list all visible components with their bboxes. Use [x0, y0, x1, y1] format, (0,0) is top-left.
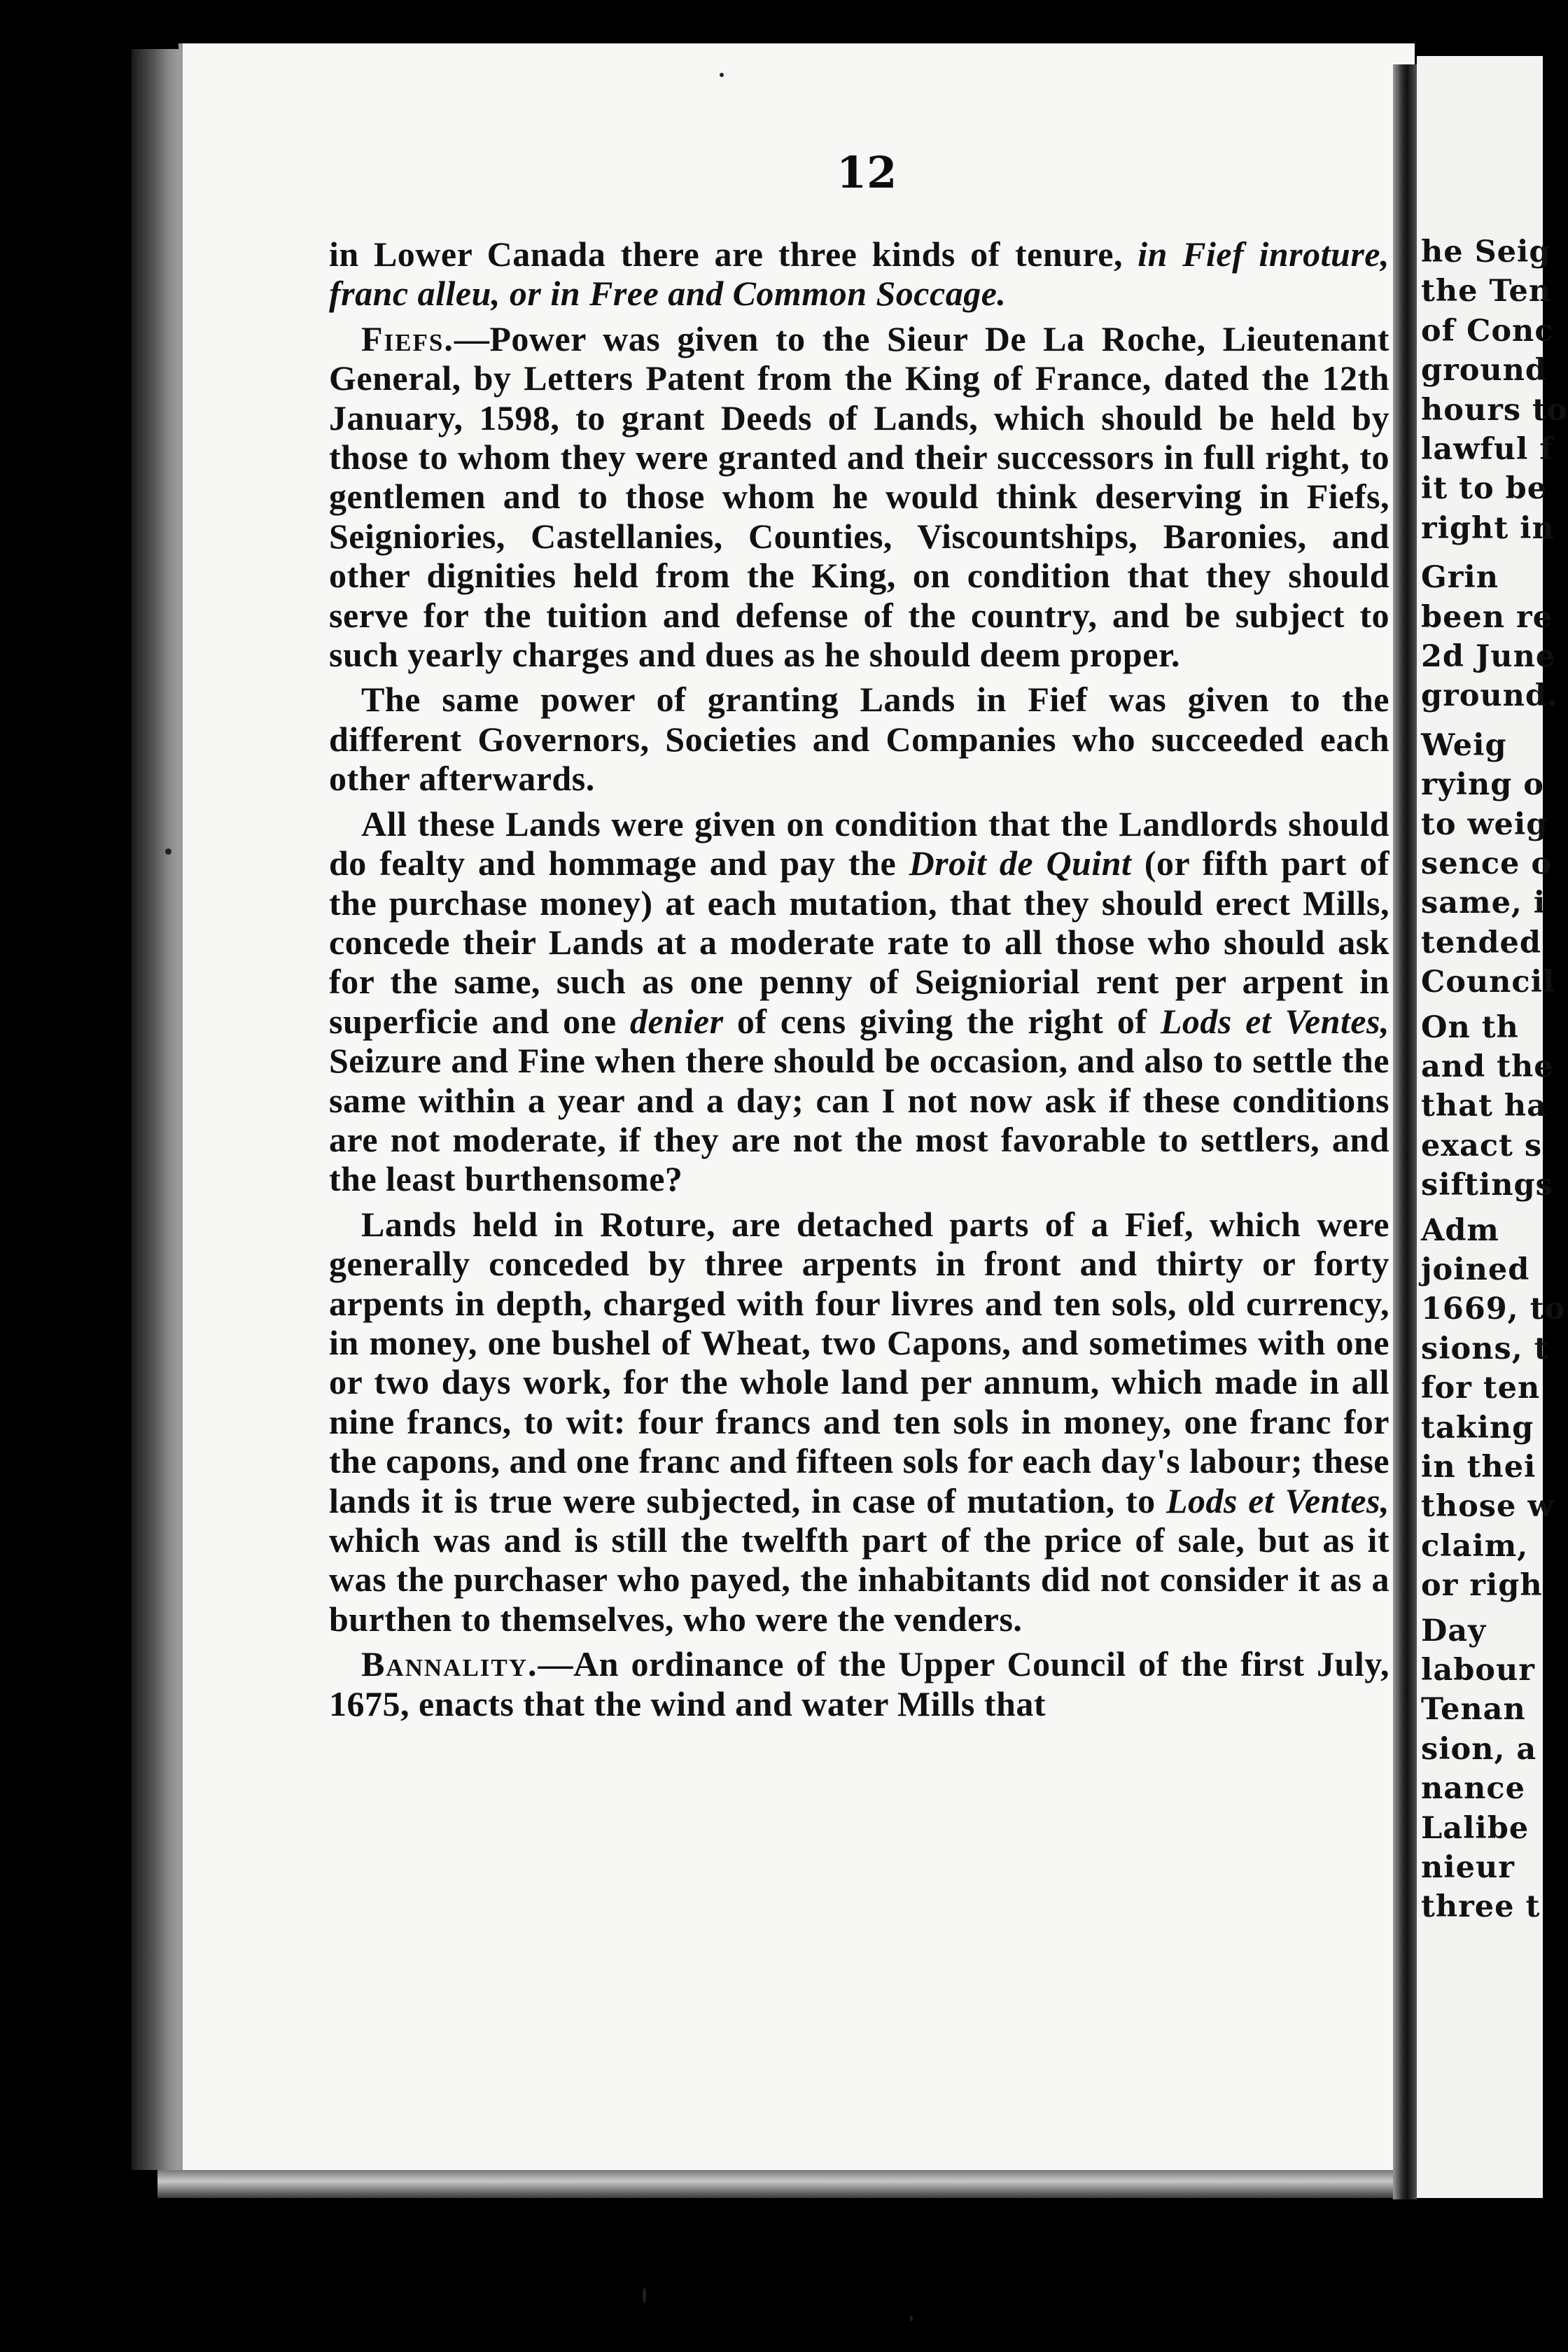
adjacent-page-line: sions, t	[1421, 1331, 1549, 1366]
paragraph	[329, 1644, 1390, 1723]
adjacent-page-line: right in	[1421, 510, 1555, 546]
italic-text: Lods et Ventes,	[1166, 1480, 1390, 1520]
adjacent-page-line: and the	[1421, 1049, 1554, 1084]
adjacent-page-line: lawful f	[1421, 432, 1553, 467]
adjacent-page-line: Adm	[1421, 1212, 1499, 1248]
body-text: All these Lands were given on condition that the Landlords should do fealty and hommage and pay the	[329, 804, 1390, 883]
adjacent-page-line: Weig	[1421, 727, 1507, 763]
adjacent-page-line: taking	[1421, 1410, 1534, 1446]
adjacent-page-line: On th	[1421, 1009, 1519, 1045]
body-text: Seizure and Fine when there should be occasion, and also to settle the same within a year and a day; can I not now ask if these conditions are not moderate, if they are not the most favorable to settlers, and the least burthensome?	[329, 1041, 1390, 1199]
section-heading: Bannality.	[361, 1644, 538, 1684]
adjacent-page-line: Council	[1421, 965, 1555, 1000]
scan-speck	[720, 73, 724, 77]
adjacent-page-line: he Seig	[1421, 234, 1551, 270]
book-gutter	[1393, 64, 1417, 2199]
body-text	[500, 274, 510, 313]
adjacent-page-line: to weig	[1421, 806, 1548, 842]
adjacent-page-line: it to be	[1421, 471, 1548, 507]
adjacent-page-line: sion, a	[1421, 1731, 1537, 1767]
page-text	[329, 234, 1390, 1729]
adjacent-page-line: of Conc	[1421, 313, 1554, 349]
body-text: Lands held in Roture, are detached parts of a Fief, which were generally conceded by three arpents in front and thirty or forty arpents in depth, charged with four livres and ten sols, old currency, in money, one bushel of Wheat, two Capons, and sometimes with one or two days work, for the whole land per annum, which made in all nine francs, to wit: four francs and ten sols in money, one franc for the capons, and one franc and fifteen sols for each day's labour; these lands it is true were subjected, in case of mutation, to	[329, 1204, 1390, 1520]
italic-text: Droit de Quint	[909, 844, 1132, 883]
scan-speck	[910, 2316, 913, 2321]
adjacent-page-line: those w	[1421, 1489, 1555, 1525]
adjacent-page-line: siftings	[1421, 1168, 1553, 1203]
adjacent-page-line: for ten	[1421, 1371, 1541, 1406]
paragraph	[329, 1205, 1390, 1639]
adjacent-page-line: Grin	[1421, 560, 1499, 596]
body-text: in Lower Canada there are three kinds of tenure,	[329, 234, 1138, 274]
adjacent-page-line: labour	[1421, 1653, 1535, 1688]
scan-speck	[643, 2288, 646, 2303]
adjacent-page-line: exact s	[1421, 1128, 1543, 1163]
adjacent-page-line: Tenan	[1421, 1692, 1526, 1728]
body-text: of cens giving the right of	[723, 1001, 1161, 1041]
adjacent-page-line: 2d June	[1421, 639, 1556, 674]
adjacent-page-line: the Ten	[1421, 274, 1552, 309]
adjacent-page-line: 1669, to	[1421, 1292, 1566, 1327]
body-text: which was and is still the twelfth part of the price of sale, but as it was the purchaser who payed, the inhabitants did not consider it as a burthen to themselves, who were the venders.	[329, 1520, 1390, 1639]
adjacent-page-line: Day	[1421, 1613, 1487, 1648]
page-number: 12	[836, 147, 897, 198]
adjacent-page-line: joined	[1421, 1252, 1530, 1287]
italic-text: denier	[630, 1001, 724, 1041]
adjacent-page-line: nance	[1421, 1771, 1525, 1807]
scan-speck	[165, 848, 172, 855]
paragraph	[329, 680, 1390, 798]
body-text: (or fifth part of the purchase money) at each mutation, that they should erect Mills, concede their Lands at a moderate rate to all those who should ask for the same, such as one penny of Seigniorial rent per arpent in superficie and one	[329, 844, 1390, 1041]
page-bottom-edge	[158, 2170, 1410, 2198]
paragraph	[329, 804, 1390, 1199]
italic-text: or in Free and Common Soccage.	[509, 274, 1007, 314]
italic-text: Lods et Ventes,	[1160, 1001, 1390, 1041]
adjacent-page-line: rying o	[1421, 767, 1544, 803]
adjacent-page-line: ground.	[1421, 678, 1558, 714]
paragraph	[329, 319, 1390, 675]
italic-text: in Fief inroture, franc alleu,	[329, 234, 1390, 314]
adjacent-page-line: same, i	[1421, 886, 1546, 921]
adjacent-page-line: been re	[1421, 599, 1553, 635]
adjacent-page-line: nieur	[1421, 1850, 1515, 1885]
adjacent-page	[1417, 56, 1568, 2198]
adjacent-page-line: sence o	[1421, 846, 1553, 881]
adjacent-page-line: tended	[1421, 925, 1541, 960]
paragraph	[329, 234, 1390, 314]
adjacent-page-line: ground	[1421, 353, 1547, 388]
adjacent-page-line: that ha	[1421, 1088, 1547, 1124]
adjacent-page-line: Lalibe	[1421, 1810, 1530, 1846]
adjacent-page-line: claim,	[1421, 1528, 1529, 1564]
body-text: —An ordinance of the Upper Council of the first July, 1675, enacts that the wind and water Mills that	[329, 1644, 1390, 1723]
adjacent-page-line: hours to	[1421, 392, 1568, 428]
section-heading: Fiefs.	[361, 318, 454, 358]
body-text: The same power of granting Lands in Fief was given to the different Governors, Societies and Companies who succeeded each other afterwards.	[329, 680, 1390, 799]
adjacent-page-line: in thei	[1421, 1450, 1536, 1485]
adjacent-page-line: three t	[1421, 1889, 1541, 1925]
body-text: —Power was given to the Sieur De La Roche, Lieutenant General, by Letters Patent from the King of France, dated the 12th January, 1598, to grant Deeds of Lands, which should be held by those to whom they were granted and their successors in full right, to gentlemen and to those whom he would think deserving in Fiefs, Seigniories, Castellanies, Counties, Viscountships, Baronies, and other dignities held from the King, on condition that they should serve for the tuition and defense of the country, and be subject to such yearly charges and dues as he should deem proper.	[329, 318, 1390, 675]
adjacent-page-line: or righ	[1421, 1568, 1543, 1604]
